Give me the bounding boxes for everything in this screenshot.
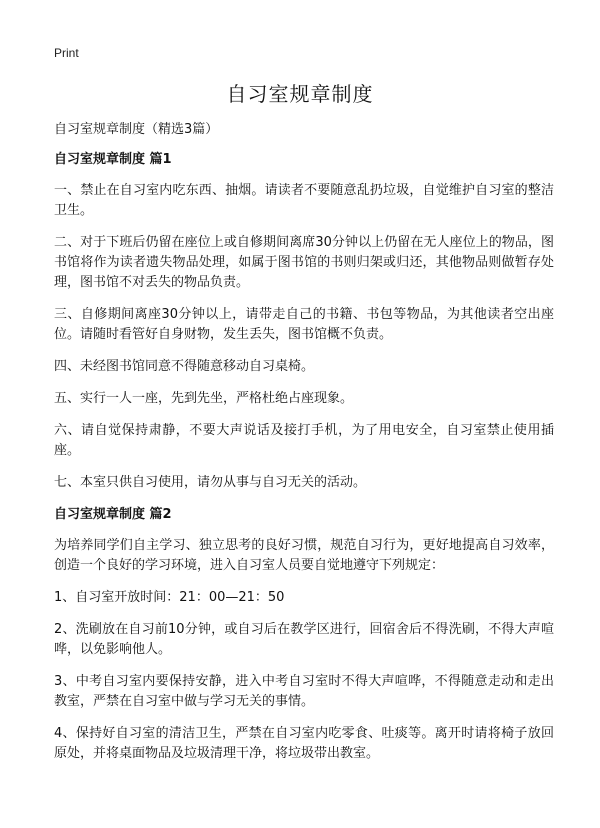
rule-paragraph: 1、自习室开放时间：21：00—21：50 [54, 590, 285, 605]
rule-paragraph: 3、中考自习室内要保持安静，进入中考自习室时不得大声喧哗，不得随意走动和走出教室，严禁在自习室中做与学习无关的事情。 [54, 674, 554, 709]
rule-paragraph: 四、未经图书馆同意不得随意移动自习桌椅。 [54, 359, 315, 374]
rule-paragraph: 七、本室只供自习使用，请勿从事与自习无关的活动。 [54, 475, 367, 490]
rule-paragraph: 一、禁止在自习室内吃东西、抽烟。请读者不要随意乱扔垃圾，自觉维护自习室的整洁卫生。 [54, 183, 554, 218]
section-heading-1: 自习室规章制度 篇1 [54, 152, 172, 167]
rule-paragraph: 三、自修期间离座30分钟以上，请带走自己的书籍、书包等物品，为其他读者空出座位。请随时看管好自身财物，发生丢失，图书馆概不负责。 [54, 307, 554, 342]
rule-paragraph: 六、请自觉保持肃静，不要大声说话及接打手机，为了用电安全，自习室禁止使用插座。 [54, 423, 554, 458]
section-heading-2: 自习室规章制度 篇2 [54, 507, 172, 522]
document-body [54, 120, 554, 776]
document-subtitle: 自习室规章制度（精选3篇） [54, 122, 219, 137]
page-title: 自习室规章制度 [226, 82, 374, 106]
rule-paragraph: 2、洗刷放在自习前10分钟，或自习后在教学区进行，回宿舍后不得洗刷，不得大声喧哗，以免影响他人。 [54, 622, 554, 657]
rule-paragraph: 为培养同学们自主学习、独立思考的良好习惯，规范自习行为，更好地提高自习效率，创造一个良好的学习环境，进入自习室人员要自觉地遵守下列规定： [54, 538, 554, 573]
rule-paragraph: 五、实行一人一座，先到先坐，严格杜绝占座现象。 [54, 391, 354, 406]
print-label: Print [54, 46, 79, 60]
rule-paragraph: 4、保持好自习室的清洁卫生，严禁在自习室内吃零食、吐痰等。离开时请将椅子放回原处，并将桌面物品及垃圾清理干净，将垃圾带出教室。 [54, 726, 554, 761]
rule-paragraph: 二、对于下班后仍留在座位上或自修期间离席30分钟以上仍留在无人座位上的物品，图书馆将作为读者遗失物品处理，如属于图书馆的书则归架或归还，其他物品则做暂存处理，图书馆不对丢失的物品负责。 [54, 235, 554, 290]
